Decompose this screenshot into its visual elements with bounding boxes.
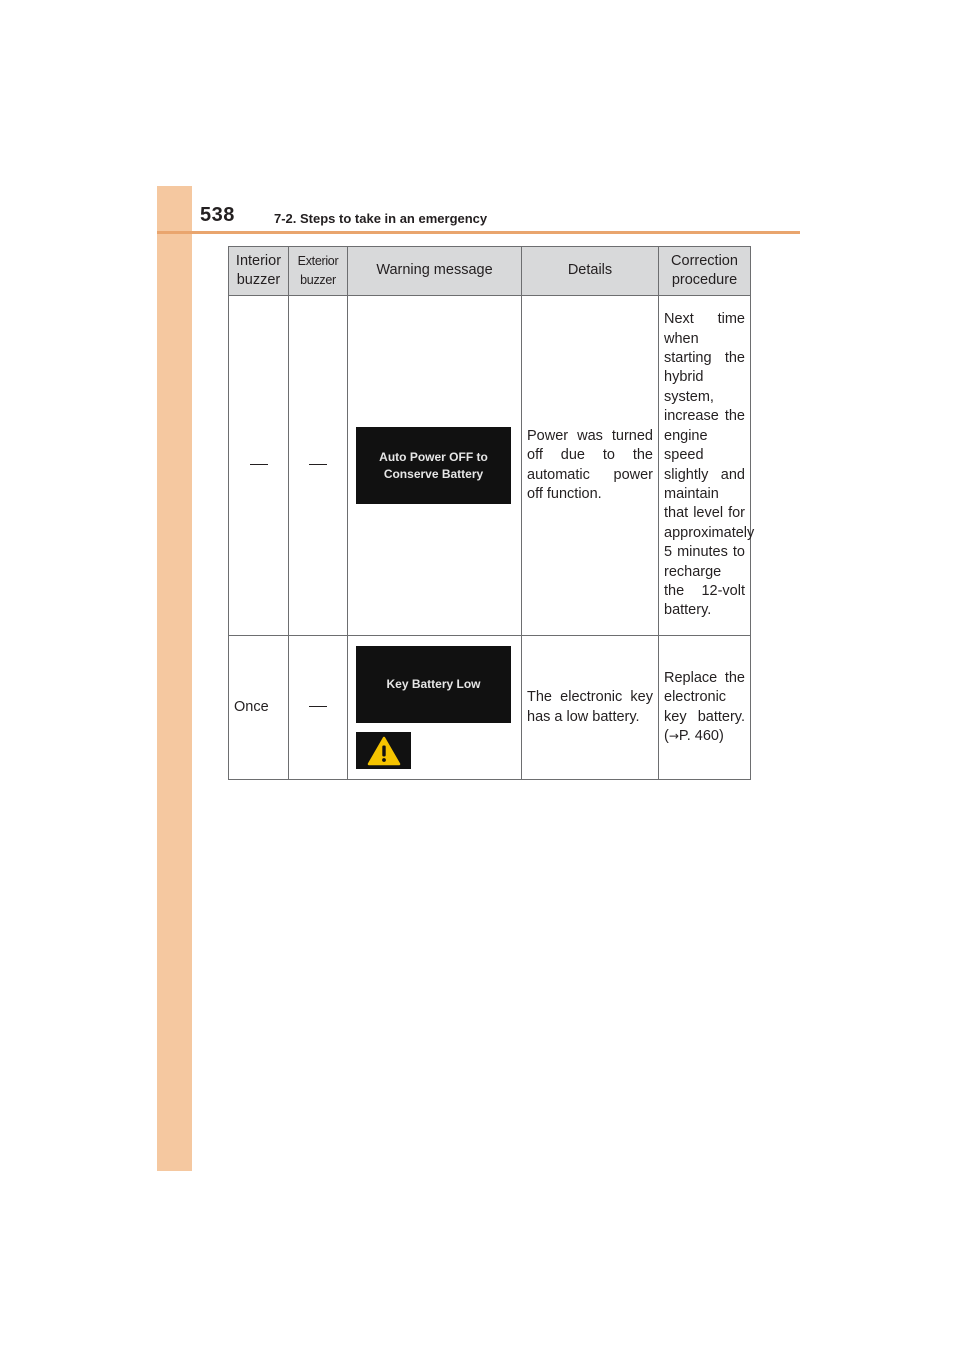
interior-buzzer-cell [229,296,289,636]
header-correction-procedure: Correction procedure [659,247,751,296]
warning-display-line: Key Battery Low [386,677,481,691]
correction-text: Replace the electronic key battery. [664,669,745,725]
page-header [157,186,800,234]
interior-buzzer-cell: Once [229,636,289,780]
warning-indicator [356,732,411,769]
section-title: 7-2. Steps to take in an emergency [274,211,488,226]
page-reference: (→P. 460) [664,727,724,744]
warning-display-line: Conserve Battery [383,466,484,481]
warning-message-cell [348,296,522,636]
warning-message-cell [348,636,522,780]
table-row [229,636,751,780]
warning-display-line: Auto Power OFF to [379,449,488,464]
warning-triangle-icon [367,736,401,766]
correction-cell [659,636,751,780]
details-cell: Power was turned off due to the automatic power off function. [522,296,659,636]
header-details: Details [522,247,659,296]
exterior-buzzer-cell [289,636,348,780]
header-interior-buzzer: Interior buzzer [229,247,289,296]
page-number: 538 [200,204,235,226]
header-warning-message: Warning message [348,247,522,296]
table-header-row [229,247,751,296]
dash-mark [250,464,268,465]
dash-mark [309,464,327,465]
dash-mark [309,706,327,707]
details-cell: The electronic key has a low battery. [522,636,659,780]
header-rule [157,231,800,234]
correction-cell: Next time when starting the hybrid system, increase the engine speed slightly and maintain that level for approximately 5 minutes to recharge the 12-volt battery. [659,296,751,636]
exterior-buzzer-cell [289,296,348,636]
warning-display [356,646,511,723]
side-tab-strip [157,186,192,1171]
warning-table [228,246,755,780]
arrow-right-icon: → [668,728,679,743]
table-row [229,296,751,636]
header-exterior-buzzer: Exterior buzzer [289,247,348,296]
warning-display [356,427,511,504]
